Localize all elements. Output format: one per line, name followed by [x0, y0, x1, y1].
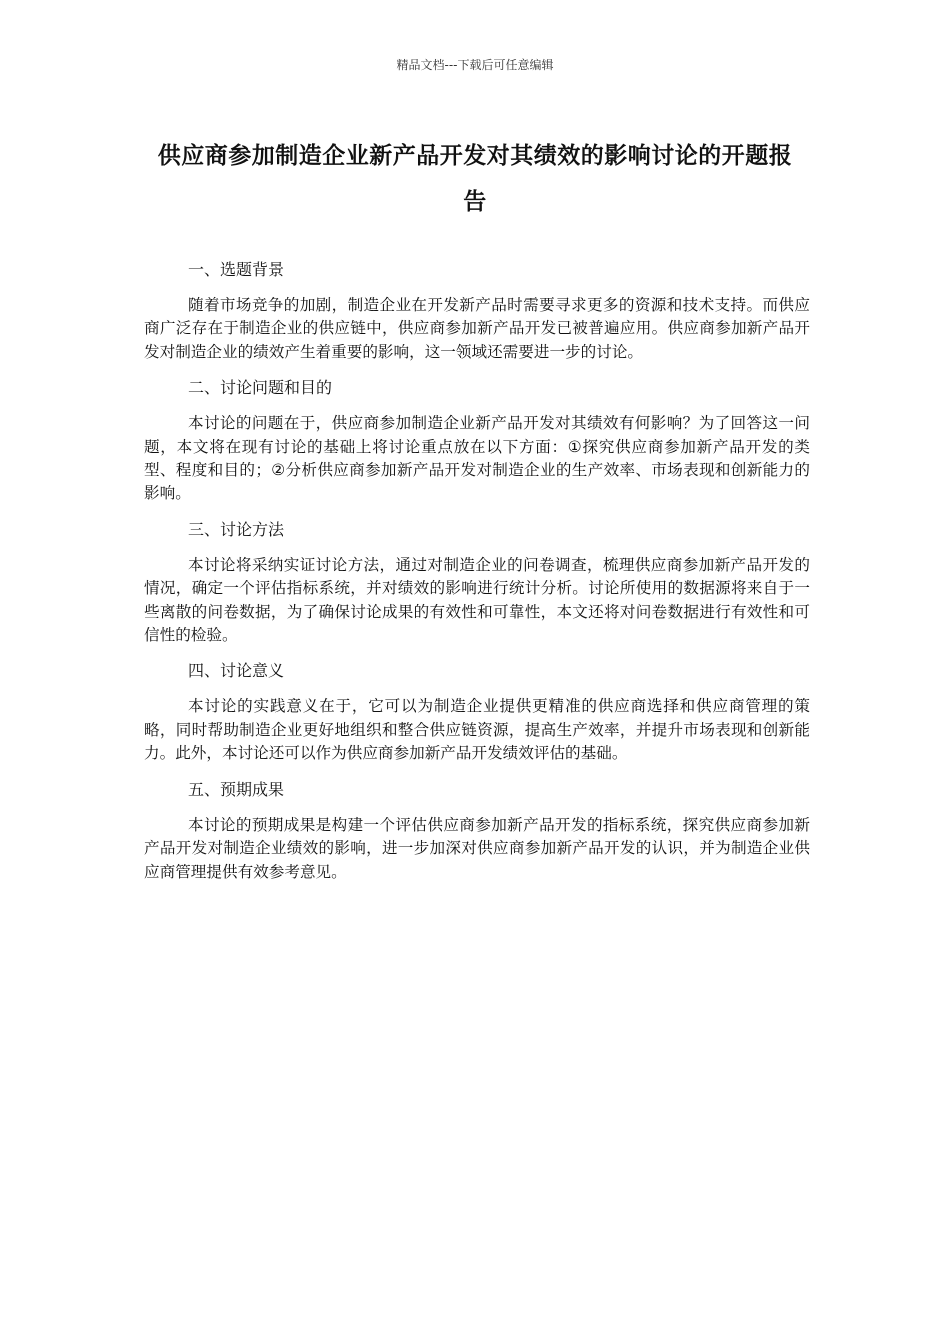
section-heading: 四、讨论意义 — [188, 661, 285, 681]
document-body — [144, 258, 810, 896]
section-heading: 一、选题背景 — [188, 260, 285, 279]
section-paragraph: 本讨论的实践意义在于，它可以为制造企业提供更精准的供应商选择和供应商管理的策略，同时帮助制造企业更好地组织和整合供应链资源，提高生产效率，并提升市场表现和创新能力。此外，本讨论还可以作为供应商参加新产品开发绩效评估的基础。 — [144, 697, 810, 763]
section-problem-and-purpose — [144, 376, 810, 506]
section-paragraph: 本讨论的预期成果是构建一个评估供应商参加新产品开发的指标系统，探究供应商参加新产品开发对制造企业绩效的影响，进一步加深对供应商参加新产品开发的认识，并为制造企业供应商管理提供有效参考意见。 — [144, 815, 810, 881]
section-significance — [144, 659, 810, 765]
section-background — [144, 258, 810, 364]
section-expected-results — [144, 778, 810, 884]
header-note: 精品文档---下载后可任意编辑 — [396, 58, 554, 72]
section-heading: 五、预期成果 — [188, 779, 285, 799]
document-title: 供应商参加制造企业新产品开发对其绩效的影响讨论的开题报告 — [157, 143, 793, 215]
section-heading: 二、讨论问题和目的 — [188, 378, 333, 398]
section-paragraph: 本讨论将采纳实证讨论方法，通过对制造企业的问卷调查，梳理供应商参加新产品开发的情况，确定一个评估指标系统，并对绩效的影响进行统计分析。讨论所使用的数据源将来自于一些离散的问卷数据，为了确保讨论成果的有效性和可靠性，本文还将对问卷数据进行有效性和可信性的检验。 — [144, 555, 810, 645]
section-methods — [144, 518, 810, 648]
section-paragraph: 本讨论的问题在于，供应商参加制造企业新产品开发对其绩效有何影响？为了回答这一问题，本文将在现有讨论的基础上将讨论重点放在以下方面：①探究供应商参加新产品开发的类型、程度和目的；②分析供应商参加新产品开发对制造企业的生产效率、市场表现和创新能力的影响。 — [144, 414, 810, 503]
section-paragraph: 随着市场竞争的加剧，制造企业在开发新产品时需要寻求更多的资源和技术支持。而供应商广泛存在于制造企业的供应链中，供应商参加新产品开发已被普遍应用。供应商参加新产品开发对制造企业的绩效产生着重要的影响，这一领域还需要进一步的讨论。 — [144, 296, 810, 361]
section-heading: 三、讨论方法 — [188, 519, 285, 539]
